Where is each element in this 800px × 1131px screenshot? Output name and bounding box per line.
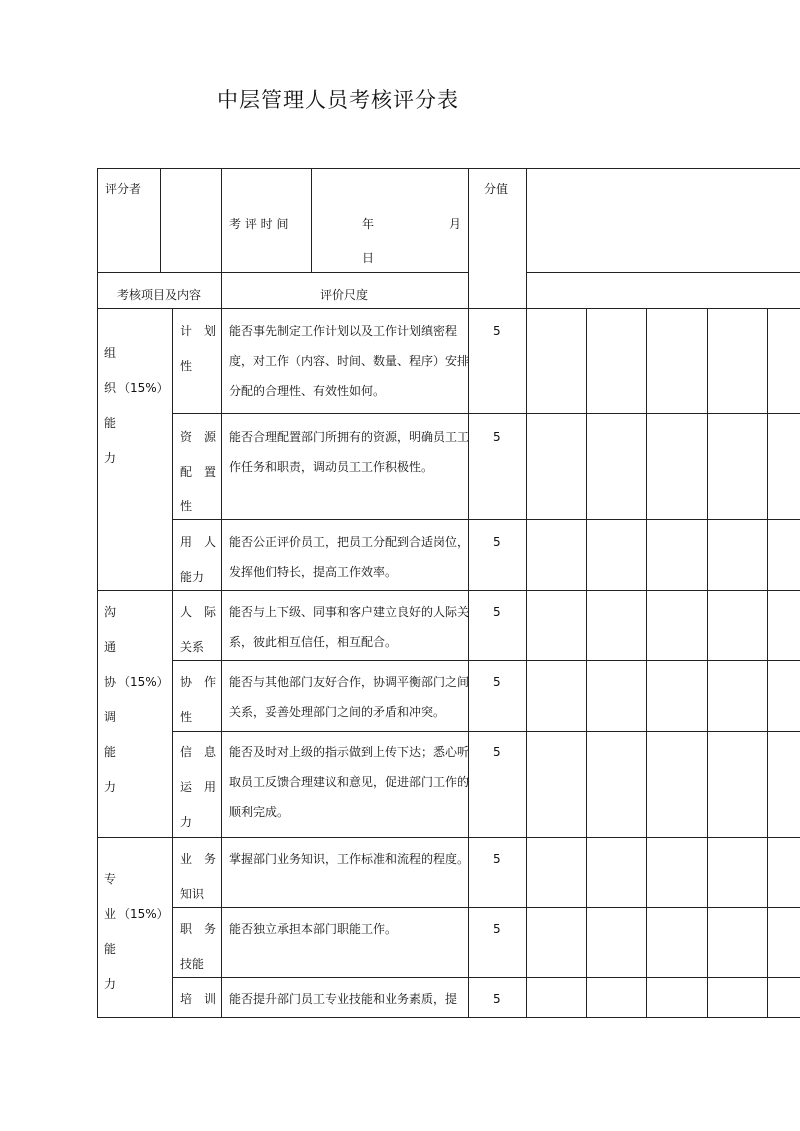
group-name-char: 调 bbox=[104, 710, 117, 724]
criteria-text: 能否及时对上级的指示做到上传下达；悉心听取员工反馈合理建议和意见，促进部门工作的顺利完成。 bbox=[229, 745, 470, 819]
criteria-text: 能否与上下级、同事和客户建立良好的人际关系，彼此相互信任，相互配合。 bbox=[229, 605, 470, 649]
grid-line bbox=[97, 168, 98, 1018]
group-name-char: 力 bbox=[104, 780, 117, 794]
group-name-char: 业 bbox=[104, 907, 117, 921]
grid-line bbox=[172, 519, 800, 520]
criteria-text: 能否与其他部门友好合作，协调平衡部门之间关系，妥善处理部门之间的矛盾和冲突。 bbox=[229, 675, 470, 719]
group-name-char: 能 bbox=[104, 745, 117, 759]
grid-line bbox=[707, 308, 708, 1018]
sub-item-label: 力 bbox=[180, 815, 193, 829]
score-value: 5 bbox=[493, 992, 501, 1006]
criteria-text: 能否提升部门员工专业技能和业务素质，提 bbox=[229, 992, 458, 1006]
day-label: 日 bbox=[362, 251, 375, 265]
sub-item-label: 性 bbox=[180, 359, 193, 373]
sub-item-label: 人 际 bbox=[180, 605, 217, 619]
criteria-text: 能否公正评价员工，把员工分配到合适岗位，发挥他们特长，提高工作效率。 bbox=[229, 535, 470, 579]
group-name-char: 协 bbox=[104, 675, 117, 689]
criteria-text: 能否合理配置部门所拥有的资源，明确员工工作任务和职责，调动员工工作积极性。 bbox=[229, 430, 470, 474]
group-weight: （15%） bbox=[118, 907, 169, 921]
score-value: 5 bbox=[493, 675, 501, 689]
group-name-char: 织 bbox=[104, 381, 117, 395]
grid-line bbox=[97, 590, 800, 591]
criteria-text: 能否事先制定工作计划以及工作计划缜密程度，对工作（内容、时间、数量、程序）安排分配的合理性、有效性如何。 bbox=[229, 324, 470, 398]
sub-item-label: 业 务 bbox=[180, 852, 217, 866]
grid-line bbox=[172, 731, 800, 732]
sub-item-label: 信 息 bbox=[180, 745, 217, 759]
sub-item-label: 技能 bbox=[180, 957, 205, 971]
grid-line bbox=[97, 272, 468, 273]
grid-line bbox=[586, 308, 587, 1018]
grid-line bbox=[97, 168, 800, 169]
sub-item-label: 运 用 bbox=[180, 780, 217, 794]
grid-line bbox=[160, 168, 161, 273]
score-value: 5 bbox=[493, 605, 501, 619]
year-label: 年 bbox=[362, 217, 375, 231]
grid-line bbox=[172, 308, 173, 1018]
month-label: 月 bbox=[449, 217, 462, 231]
grid-line bbox=[311, 168, 312, 273]
sub-item-label: 关系 bbox=[180, 640, 205, 654]
sub-item-label: 性 bbox=[180, 710, 193, 724]
criteria-header: 评价尺度 bbox=[320, 288, 369, 302]
group-name-char: 能 bbox=[104, 416, 117, 430]
grid-line bbox=[526, 168, 527, 1018]
score-value: 5 bbox=[493, 535, 501, 549]
items-header: 考核项目及内容 bbox=[117, 288, 202, 302]
grid-line bbox=[221, 168, 222, 1018]
grid-line bbox=[172, 977, 800, 978]
grid-line bbox=[97, 1017, 800, 1018]
page-title: 中层管理人员考核评分表 bbox=[217, 88, 459, 112]
grid-line bbox=[646, 308, 647, 1018]
group-name-char: 组 bbox=[104, 346, 117, 360]
score-value: 5 bbox=[493, 430, 501, 444]
score-header: 分值 bbox=[484, 182, 509, 196]
sub-item-label: 性 bbox=[180, 499, 193, 513]
sub-item-label: 职 务 bbox=[180, 922, 217, 936]
grid-line bbox=[468, 168, 469, 1018]
sub-item-label: 计 划 bbox=[180, 324, 217, 338]
group-weight: （15%） bbox=[118, 381, 169, 395]
sub-item-label: 配 置 bbox=[180, 465, 217, 479]
sub-item-label: 协 作 bbox=[180, 675, 217, 689]
rater-label: 评分者 bbox=[105, 182, 142, 196]
grid-line bbox=[172, 907, 800, 908]
score-value: 5 bbox=[493, 922, 501, 936]
sub-item-label: 知识 bbox=[180, 887, 205, 901]
group-name-char: 力 bbox=[104, 977, 117, 991]
criteria-text: 掌握部门业务知识，工作标准和流程的程度。 bbox=[229, 852, 470, 866]
sub-item-label: 能力 bbox=[180, 570, 205, 584]
group-name-char: 专 bbox=[104, 872, 117, 886]
score-value: 5 bbox=[493, 324, 501, 338]
score-value: 5 bbox=[493, 745, 501, 759]
sub-item-label: 资 源 bbox=[180, 430, 217, 444]
group-weight: （15%） bbox=[118, 675, 169, 689]
score-value: 5 bbox=[493, 852, 501, 866]
group-name-char: 能 bbox=[104, 942, 117, 956]
group-name-char: 力 bbox=[104, 451, 117, 465]
sub-item-label: 用 人 bbox=[180, 535, 217, 549]
grid-line bbox=[172, 413, 800, 414]
eval-time-label: 考 评 时 间 bbox=[229, 217, 289, 231]
group-name-char: 通 bbox=[104, 640, 117, 654]
grid-line bbox=[97, 837, 800, 838]
grid-line bbox=[172, 660, 800, 661]
grid-line bbox=[526, 272, 800, 273]
grid-line bbox=[97, 308, 800, 309]
sub-item-label: 培 训 bbox=[180, 992, 217, 1006]
criteria-text: 能否独立承担本部门职能工作。 bbox=[229, 922, 398, 936]
grid-line bbox=[767, 308, 768, 1018]
group-name-char: 沟 bbox=[104, 605, 117, 619]
